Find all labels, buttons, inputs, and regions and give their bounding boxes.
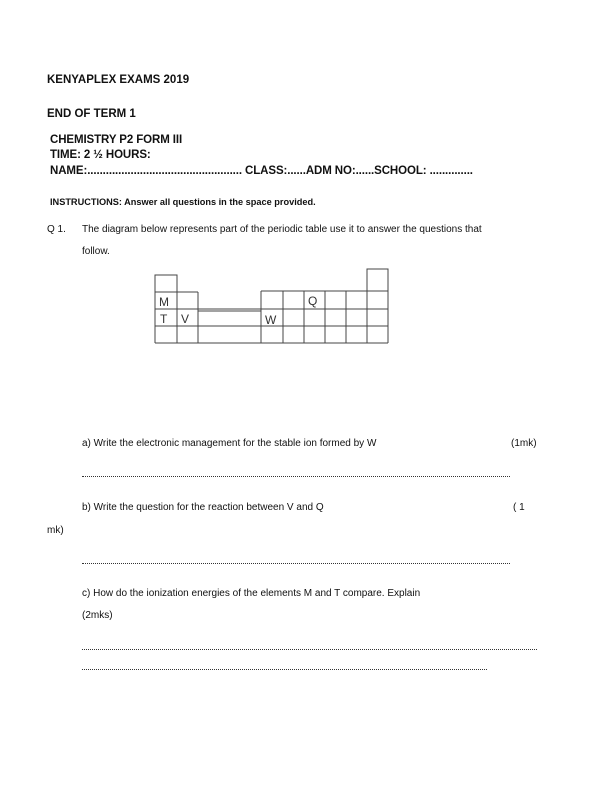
details-line: NAME:.................................................. CLASS:......ADM NO:......SCHOOL: .............. (50, 165, 473, 177)
question-number: Q 1. (47, 224, 66, 235)
answer-line[interactable] (82, 648, 537, 650)
exam-title: KENYAPLEX EXAMS 2019 (47, 74, 190, 86)
element-label-t: T (160, 312, 168, 326)
part-c-text: c) How do the ionization energies of the elements M and T compare. Explain (82, 588, 421, 599)
part-b-marks-wrap: mk) (47, 525, 64, 536)
part-c-marks: (2mks) (82, 610, 113, 621)
part-b-marks: ( 1 (513, 502, 525, 513)
part-a-marks: (1mk) (511, 438, 537, 449)
time-heading: TIME: 2 ½ HOURS: (50, 149, 151, 161)
question-stem-line2: follow. (82, 246, 110, 257)
subject-heading: CHEMISTRY P2 FORM III (50, 134, 183, 146)
instructions: INSTRUCTIONS: Answer all questions in the space provided. (50, 197, 316, 207)
part-a-text: a) Write the electronic management for the stable ion formed by W (82, 438, 377, 449)
element-label-v: V (181, 312, 190, 326)
answer-line[interactable] (82, 562, 510, 564)
element-label-q: Q (308, 294, 318, 308)
answer-line[interactable] (82, 475, 510, 477)
answer-line[interactable] (82, 668, 487, 670)
question-stem-line1: The diagram below represents part of the periodic table use it to answer the questions that (82, 224, 482, 235)
element-label-w: W (265, 313, 277, 327)
term-heading: END OF TERM 1 (47, 108, 136, 120)
part-b-text: b) Write the question for the reaction between V and Q (82, 502, 324, 513)
element-label-m: M (159, 295, 169, 309)
periodic-table-diagram (150, 266, 395, 358)
